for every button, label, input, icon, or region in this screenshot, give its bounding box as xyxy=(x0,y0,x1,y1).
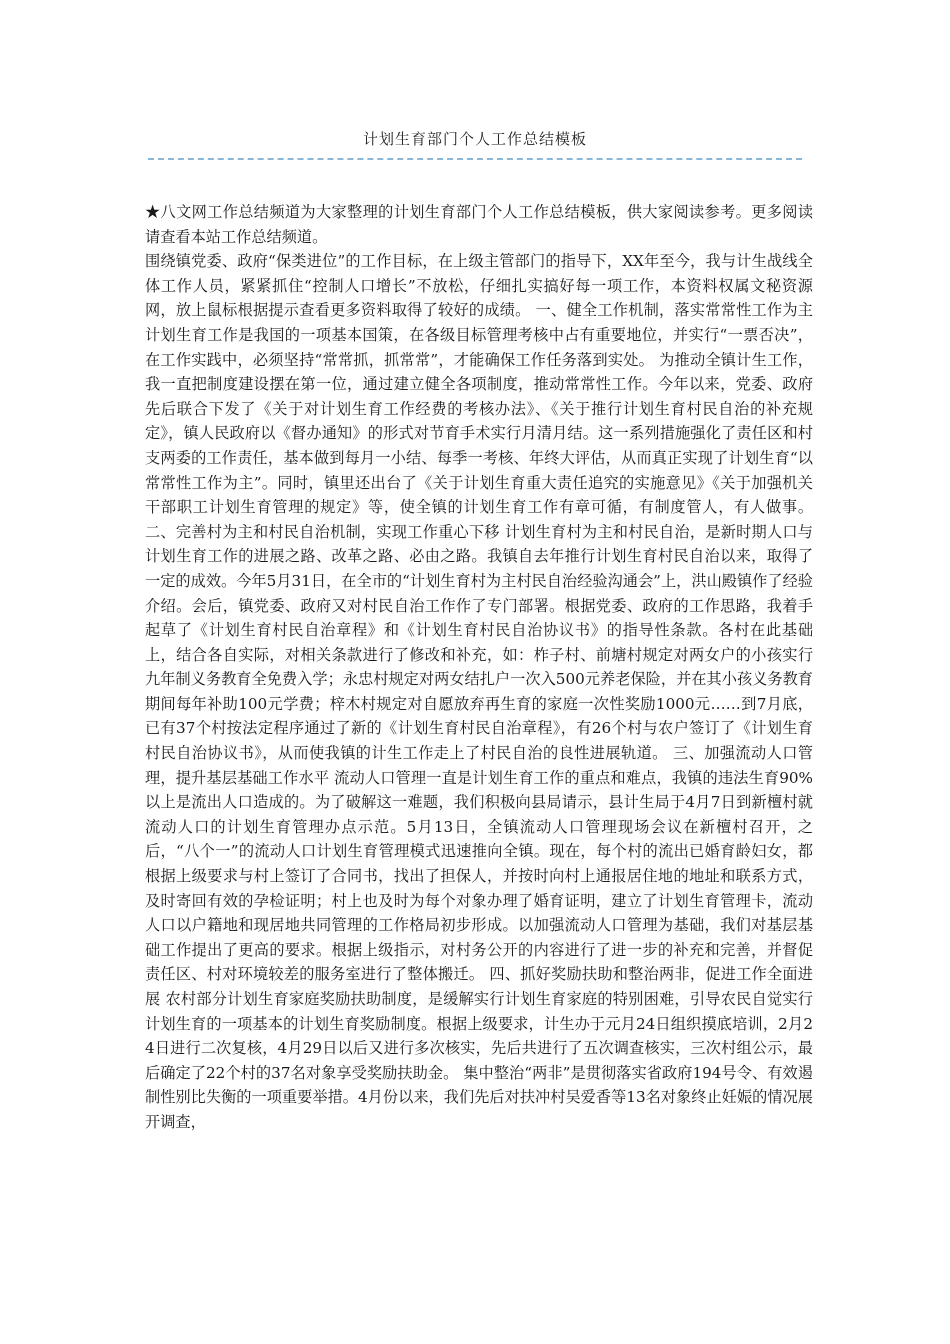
intro-paragraph: ★八文网工作总结频道为大家整理的计划生育部门个人工作总结模板，供大家阅读参考。更多阅读请查看本站工作总结频道。 xyxy=(145,203,813,246)
main-paragraph: 围绕镇党委、政府“保类进位”的工作目标，在上级主管部门的指导下，XX年至今，我与计生战线全体工作人员，紧紧抓住“控制人口增长”不放松，仔细扎实搞好每一项工作，本资料权属文秘资源网，放上鼠标根据提示查看更多资料取得了较好的成绩。 一、健全工作机制，落实常常性工作为主 计划生育工作是我国的一项基本国策，在各级目标管理考核中占有重要地位，并实行“一票否决”，在工作实践中，必须坚持“常常抓，抓常常”，才能确保工作任务落到实处。 为推动全镇计生工作，我一直把制度建设摆在第一位，通过建立健全各项制度，推动常常性工作。今年以来，党委、政府先后联合下发了《关于对计划生育工作经费的考核办法》、《关于推行计划生育村民自治的补充规定》，镇人民政府以《督办通知》的形式对节育手术实行月清月结。这一系列措施强化了责任区和村支两委的工作责任，基本做到每月一小结、每季一考核、年终大评估，从而真正实现了计划生育“以常常性工作为主”。同时，镇里还出台了《关于计划生育重大责任追究的实施意见》《关于加强机关干部职工计划生育管理的规定》等，使全镇的计划生育工作有章可循，有制度管人，有人做事。 二、完善村为主和村民自治机制，实现工作重心下移 计划生育村为主和村民自治，是新时期人口与计划生育工作的进展之路、改革之路、必由之路。我镇自去年推行计划生育村民自治以来，取得了一定的成效。今年5月31日，在全市的“计划生育村为主村民自治经验沟通会”上，洪山殿镇作了经验介绍。会后，镇党委、政府又对村民自治工作作了专门部署。根据党委、政府的工作思路，我着手起草了《计划生育村民自治章程》和《计划生育村民自治协议书》的指导性条款。各村在此基础上，结合各自实际，对相关条款进行了修改和补充，如：柞子村、前塘村规定对两女户的小孩实行九年制义务教育全免费入学；永忠村规定对两女结扎户一次入500元养老保险，并在其小孩义务教育期间每年补助100元学费；梓木村规定对自愿放弃再生育的家庭一次性奖励1000元……到7月底，已有37个村按法定程序通过了新的《计划生育村民自治章程》，有26个村与农户签订了《计划生育村民自治协议书》，从而使我镇的计生工作走上了村民自治的良性进展轨道。 三、加强流动人口管理，提升基层基础工作水平 流动人口管理一直是计划生育工作的重点和难点，我镇的违法生育90%以上是流出人口造成的。为了破解这一难题，我们积极向县局请示，县计生局于4月7日到新檀村就流动人口的计划生育管理办点示范。5月13日，全镇流动人口管理现场会议在新檀村召开，之后，“八个一”的流动人口计划生育管理模式迅速推向全镇。现在，每个村的流出已婚育龄妇女，都根据上级要求与村上签订了合同书，找出了担保人，并按时向村上通报居住地的地址和联系方式，及时寄回有效的孕检证明；村上也及时为每个对象办理了婚育证明，建立了计划生育管理卡，流动人口以户籍地和现居地共同管理的工作格局初步形成。以加强流动人口管理为基础，我们对基层基础工作提出了更高的要求。根据上级指示，对村务公开的内容进行了进一步的补充和完善，并督促责任区、村对环境较差的服务室进行了整体搬迁。 四、抓好奖励扶助和整治两非，促进工作全面进展 农村部分计划生育家庭奖励扶助制度，是缓解实行计划生育家庭的特别困难，引导农民自觉实行计划生育的一项基本的计划生育奖励制度。根据上级要求，计生办于元月24日组织摸底培训，2月24日进行二次复核，4月29日以后又进行多次核实，先后共进行了五次调查核实，三次村组公示，最后确定了22个村的37名对象享受奖励扶助金。 集中整治“两非”是贯彻落实省政府194号令、有效遏制性别比失衡的一项重要举措。4月份以来，我们先后对扶冲村吴爱香等13名对象终止妊娠的情况展开调查， xyxy=(145,252,813,1131)
title-divider xyxy=(148,158,802,160)
document-body xyxy=(145,200,813,1135)
document-title: 计划生育部门个人工作总结模板 xyxy=(362,130,587,148)
